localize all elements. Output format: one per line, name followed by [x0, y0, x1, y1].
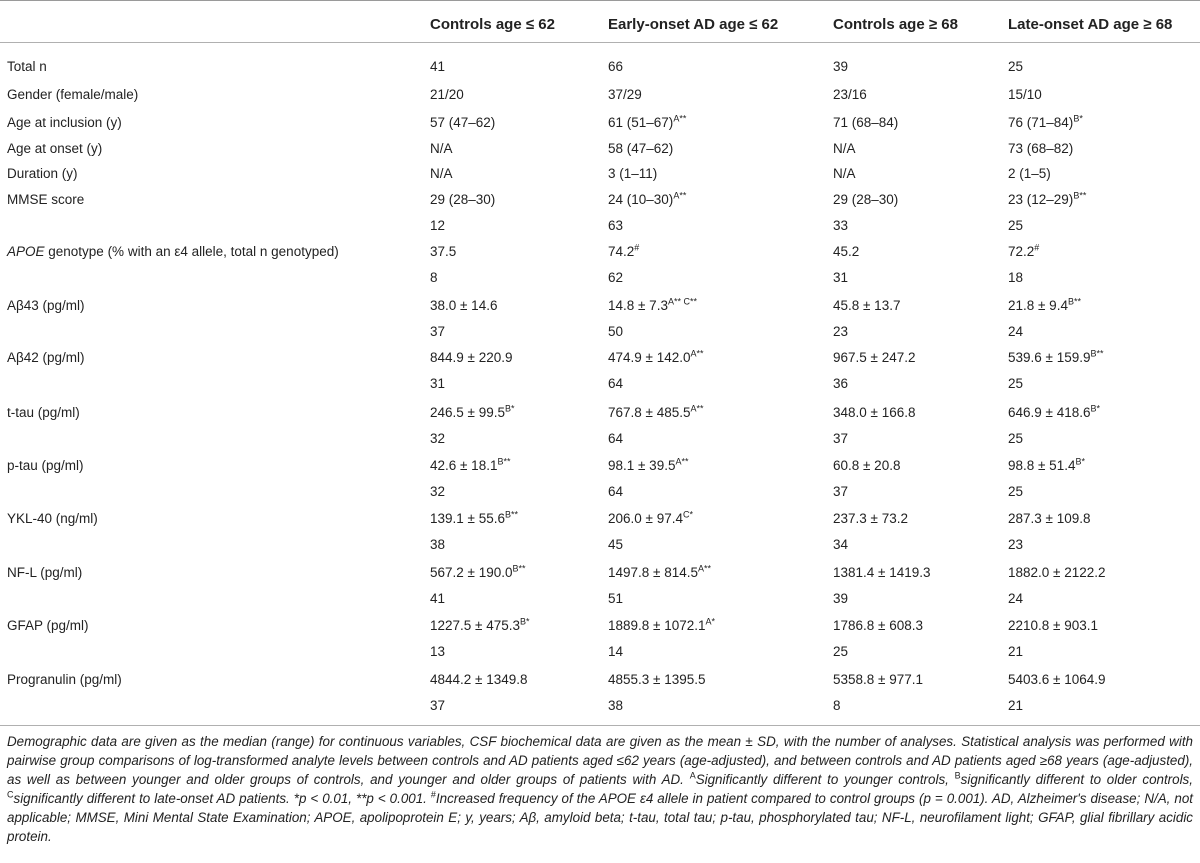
- n-analyses-cell: 23: [833, 324, 849, 339]
- cell-value: 57 (47–62): [430, 115, 496, 130]
- value-cell: [1008, 350, 1104, 366]
- cell-value: 66: [608, 59, 624, 74]
- cell-value: 29 (28–30): [430, 192, 496, 207]
- header-rule: [0, 42, 1200, 43]
- cell-value: 23/16: [833, 87, 867, 102]
- row-label: [7, 244, 339, 260]
- cell-value: 539.6 ± 159.9: [1008, 350, 1091, 365]
- footnote-text-4: significantly different to late-onset AD patients. *p < 0.01, **p < 0.001.: [13, 791, 431, 806]
- value-cell: [430, 565, 526, 581]
- n-analyses-cell: 64: [608, 431, 624, 446]
- value-cell: [430, 59, 445, 75]
- row-label-text: Age at onset (y): [7, 141, 103, 156]
- value-cell: [1008, 244, 1039, 260]
- value-cell: [430, 405, 514, 421]
- n-analyses-cell: 36: [833, 376, 849, 391]
- value-cell: [833, 166, 856, 182]
- n-analyses-cell: 37: [833, 431, 849, 446]
- value-cell: [1008, 565, 1106, 581]
- n-analyses-cell: 50: [608, 324, 624, 339]
- cell-value: 37/29: [608, 87, 642, 102]
- cell-value: 139.1 ± 55.6: [430, 511, 505, 526]
- cell-value: 2 (1–5): [1008, 166, 1051, 181]
- significance-marker: B*: [1073, 113, 1083, 124]
- value-cell: [608, 350, 704, 366]
- significance-marker: A**: [673, 113, 687, 124]
- cell-value: 4844.2 ± 1349.8: [430, 672, 528, 687]
- value-cell: [430, 458, 510, 474]
- n-analyses-cell: 41: [430, 591, 446, 606]
- cell-value: 45.8 ± 13.7: [833, 298, 901, 313]
- n-analyses-cell: 63: [608, 218, 624, 233]
- cell-value: 567.2 ± 190.0: [430, 565, 513, 580]
- n-analyses-cell: 38: [430, 537, 446, 552]
- n-analyses-cell: 37: [833, 484, 849, 499]
- row-label: [7, 115, 122, 131]
- cell-value: 21.8 ± 9.4: [1008, 298, 1068, 313]
- header-late-onset-ad: Late-onset AD age ≥ 68: [1008, 16, 1173, 33]
- value-cell: [608, 672, 706, 688]
- row-label: [7, 565, 82, 581]
- row-label: [7, 298, 85, 314]
- value-cell: [833, 565, 931, 581]
- significance-marker: B**: [1073, 190, 1087, 201]
- n-analyses-cell: 62: [608, 270, 624, 285]
- cell-value: 4855.3 ± 1395.5: [608, 672, 706, 687]
- n-analyses-cell: 25: [1008, 431, 1024, 446]
- significance-marker: A*: [705, 616, 716, 627]
- significance-marker: B**: [1067, 296, 1081, 307]
- value-cell: [430, 141, 453, 157]
- cell-value: 25: [1008, 59, 1024, 74]
- value-cell: [608, 166, 657, 182]
- cell-value: 206.0 ± 97.4: [608, 511, 683, 526]
- cell-value: 37.5: [430, 244, 457, 259]
- value-cell: [430, 511, 518, 527]
- significance-marker: A**: [690, 403, 704, 414]
- significance-marker: A**: [698, 563, 712, 574]
- cell-value: 24 (10–30): [608, 192, 674, 207]
- row-label-text: p-tau (pg/ml): [7, 458, 84, 473]
- row-label-text: Duration (y): [7, 166, 78, 181]
- row-label-text: NF-L (pg/ml): [7, 565, 83, 580]
- cell-value: N/A: [833, 166, 856, 181]
- row-label: [7, 192, 84, 208]
- cell-value: 72.2: [1008, 244, 1035, 259]
- value-cell: [608, 298, 697, 314]
- row-label: [7, 672, 122, 688]
- value-cell: [430, 298, 497, 314]
- n-analyses-cell: 13: [430, 644, 446, 659]
- cell-value: 60.8 ± 20.8: [833, 458, 901, 473]
- cell-value: 41: [430, 59, 446, 74]
- n-analyses-cell: 24: [1008, 324, 1024, 339]
- significance-marker: #: [1034, 242, 1040, 253]
- n-analyses-cell: 25: [1008, 218, 1024, 233]
- value-cell: [608, 192, 686, 208]
- n-analyses-cell: 25: [1008, 484, 1024, 499]
- cell-value: 98.8 ± 51.4: [1008, 458, 1076, 473]
- row-label-text: Gender (female/male): [7, 87, 139, 102]
- significance-marker: #: [634, 242, 640, 253]
- n-analyses-cell: 51: [608, 591, 624, 606]
- value-cell: [833, 115, 898, 131]
- value-cell: [1008, 458, 1085, 474]
- row-label: [7, 458, 84, 474]
- n-analyses-cell: 23: [1008, 537, 1024, 552]
- cell-value: 1227.5 ± 475.3: [430, 618, 520, 633]
- cell-value: 967.5 ± 247.2: [833, 350, 916, 365]
- n-analyses-cell: 14: [608, 644, 624, 659]
- value-cell: [1008, 166, 1051, 182]
- value-cell: [1008, 672, 1106, 688]
- cell-value: 29 (28–30): [833, 192, 899, 207]
- value-cell: [608, 115, 686, 131]
- row-label-text: YKL-40 (ng/ml): [7, 511, 98, 526]
- footnote-sup-c: C: [7, 789, 14, 800]
- value-cell: [1008, 618, 1098, 634]
- footnote-sup-b: B: [954, 770, 961, 781]
- significance-marker: A**: [690, 348, 704, 359]
- value-cell: [833, 87, 867, 103]
- cell-value: N/A: [833, 141, 856, 156]
- n-analyses-cell: 64: [608, 484, 624, 499]
- value-cell: [833, 141, 856, 157]
- cell-value: 474.9 ± 142.0: [608, 350, 691, 365]
- value-cell: [608, 618, 715, 634]
- cell-value: 3 (1–11): [608, 166, 658, 181]
- n-analyses-cell: 8: [430, 270, 438, 285]
- cell-value: 39: [833, 59, 849, 74]
- row-label-text: genotype (% with an ε4 allele, total n genotyped): [44, 244, 339, 259]
- cell-value: 23 (12–29): [1008, 192, 1074, 207]
- top-rule: [0, 0, 1200, 1]
- row-label-text: Progranulin (pg/ml): [7, 672, 122, 687]
- n-analyses-cell: 21: [1008, 644, 1024, 659]
- cell-value: 5403.6 ± 1064.9: [1008, 672, 1106, 687]
- value-cell: [833, 298, 900, 314]
- row-label-text: t-tau (pg/ml): [7, 405, 80, 420]
- significance-marker: C*: [682, 509, 693, 520]
- n-analyses-cell: 24: [1008, 591, 1024, 606]
- cell-value: 2210.8 ± 903.1: [1008, 618, 1098, 633]
- cell-value: 73 (68–82): [1008, 141, 1074, 156]
- significance-marker: B*: [1090, 403, 1100, 414]
- row-label-text: Age at inclusion (y): [7, 115, 122, 130]
- cell-value: 348.0 ± 166.8: [833, 405, 916, 420]
- row-label-text: MMSE score: [7, 192, 85, 207]
- n-analyses-cell: 21: [1008, 698, 1024, 713]
- cell-value: 1786.8 ± 608.3: [833, 618, 923, 633]
- value-cell: [430, 115, 495, 131]
- significance-marker: A**: [673, 190, 687, 201]
- value-cell: [833, 618, 923, 634]
- n-analyses-cell: 34: [833, 537, 849, 552]
- footnote-sup-hash: #: [430, 789, 436, 800]
- value-cell: [1008, 298, 1081, 314]
- value-cell: [1008, 59, 1023, 75]
- row-label: [7, 405, 80, 421]
- cell-value: 844.9 ± 220.9: [430, 350, 513, 365]
- row-label: [7, 350, 85, 366]
- row-label: [7, 59, 47, 75]
- value-cell: [430, 244, 456, 260]
- value-cell: [1008, 87, 1042, 103]
- value-cell: [430, 672, 528, 688]
- n-analyses-cell: 18: [1008, 270, 1024, 285]
- n-analyses-cell: 37: [430, 698, 446, 713]
- n-analyses-cell: 31: [430, 376, 446, 391]
- significance-marker: B**: [1090, 348, 1104, 359]
- row-label: [7, 618, 89, 634]
- cell-value: 287.3 ± 109.8: [1008, 511, 1091, 526]
- cell-value: 767.8 ± 485.5: [608, 405, 691, 420]
- significance-marker: B*: [1075, 456, 1085, 467]
- cell-value: 58 (47–62): [608, 141, 674, 156]
- row-label-text: Aβ43 (pg/ml): [7, 298, 85, 313]
- row-label: [7, 141, 102, 157]
- cell-value: 237.3 ± 73.2: [833, 511, 908, 526]
- value-cell: [430, 350, 512, 366]
- value-cell: [833, 405, 915, 421]
- value-cell: [608, 458, 688, 474]
- n-analyses-cell: 25: [1008, 376, 1024, 391]
- n-analyses-cell: 39: [833, 591, 849, 606]
- value-cell: [608, 565, 711, 581]
- row-label-text: Total n: [7, 59, 47, 74]
- cell-value: 42.6 ± 18.1: [430, 458, 498, 473]
- cell-value: 61 (51–67): [608, 115, 674, 130]
- value-cell: [608, 511, 693, 527]
- cell-value: 1882.0 ± 2122.2: [1008, 565, 1106, 580]
- cell-value: 14.8 ± 7.3: [608, 298, 668, 313]
- value-cell: [833, 59, 848, 75]
- cell-value: 98.1 ± 39.5: [608, 458, 676, 473]
- table-footnote: [7, 732, 1193, 846]
- cell-value: 74.2: [608, 244, 635, 259]
- cell-value: 76 (71–84): [1008, 115, 1074, 130]
- value-cell: [1008, 511, 1090, 527]
- cell-value: 646.9 ± 418.6: [1008, 405, 1091, 420]
- significance-marker: B*: [520, 616, 530, 627]
- cell-value: 21/20: [430, 87, 464, 102]
- n-analyses-cell: 38: [608, 698, 624, 713]
- header-controls-old: Controls age ≥ 68: [833, 16, 958, 33]
- cell-value: 5358.8 ± 977.1: [833, 672, 923, 687]
- value-cell: [833, 350, 915, 366]
- value-cell: [833, 192, 898, 208]
- cell-value: 45.2: [833, 244, 860, 259]
- footnote-sup-a: A: [689, 770, 696, 781]
- cell-value: N/A: [430, 141, 453, 156]
- row-label: [7, 166, 78, 182]
- n-analyses-cell: 45: [608, 537, 624, 552]
- row-label: [7, 87, 138, 103]
- value-cell: [430, 192, 495, 208]
- n-analyses-cell: 64: [608, 376, 624, 391]
- cell-value: 1497.8 ± 814.5: [608, 565, 698, 580]
- significance-marker: A** C**: [667, 296, 697, 307]
- value-cell: [430, 166, 453, 182]
- value-cell: [608, 87, 642, 103]
- significance-marker: B*: [504, 403, 515, 414]
- header-controls-young: Controls age ≤ 62: [430, 16, 555, 33]
- row-label-text: GFAP (pg/ml): [7, 618, 89, 633]
- cell-value: N/A: [430, 166, 453, 181]
- row-label: [7, 511, 98, 527]
- row-label-text: Aβ42 (pg/ml): [7, 350, 85, 365]
- value-cell: [1008, 115, 1083, 131]
- value-cell: [1008, 192, 1086, 208]
- bottom-rule: [0, 725, 1200, 726]
- footnote-text-5: Increased frequency of the APOE ε4 allele in patient compared to control groups (p = 0.001). AD, Alzheimer's disease; N/A, not applicable; MMSE, Mini Mental State Examination; APOE, apolipoprotein E; y, years; Aβ, amyloid beta; t-tau, total tau; p-tau, phosphorylated tau; NF-L, neurofilament light; GFAP, glial fibrillary acidic protein.: [7, 791, 1193, 844]
- footnote-text-1: Demographic data are given as the median (range) for continuous variables, CSF biochemical data are given as the mean ± SD, with the number of analyses. Statistical analysis was performed with pairwise group comparisons of log-transformed analyte levels between controls and AD patients aged ≤62 years (age-adjusted), and between controls and AD patients aged ≥68 years (age-adjusted), as well as between younger and older groups of controls, and younger and older groups of patients with AD.: [7, 734, 1193, 787]
- significance-marker: B**: [504, 509, 518, 520]
- significance-marker: B**: [512, 563, 526, 574]
- cell-value: 246.5 ± 99.5: [430, 405, 505, 420]
- value-cell: [608, 59, 623, 75]
- significance-marker: A**: [675, 456, 689, 467]
- cell-value: 1381.4 ± 1419.3: [833, 565, 931, 580]
- cell-value: 15/10: [1008, 87, 1042, 102]
- footnote-text-3: significantly different to older controls,: [960, 772, 1193, 787]
- value-cell: [430, 618, 530, 634]
- value-cell: [833, 458, 900, 474]
- value-cell: [833, 511, 908, 527]
- value-cell: [608, 244, 639, 260]
- value-cell: [608, 141, 673, 157]
- n-analyses-cell: 37: [430, 324, 446, 339]
- value-cell: [1008, 141, 1073, 157]
- cell-value: 71 (68–84): [833, 115, 899, 130]
- cell-value: 38.0 ± 14.6: [430, 298, 498, 313]
- value-cell: [608, 405, 704, 421]
- n-analyses-cell: 32: [430, 431, 446, 446]
- n-analyses-cell: 31: [833, 270, 849, 285]
- n-analyses-cell: 33: [833, 218, 849, 233]
- cell-value: 1889.8 ± 1072.1: [608, 618, 706, 633]
- n-analyses-cell: 8: [833, 698, 841, 713]
- footnote-text-2: Significantly different to younger controls,: [695, 772, 955, 787]
- row-label-italic: APOE: [7, 244, 45, 259]
- value-cell: [833, 672, 923, 688]
- header-early-onset-ad: Early-onset AD age ≤ 62: [608, 16, 779, 33]
- value-cell: [833, 244, 859, 260]
- value-cell: [430, 87, 464, 103]
- n-analyses-cell: 25: [833, 644, 849, 659]
- significance-marker: B**: [497, 456, 511, 467]
- value-cell: [1008, 405, 1100, 421]
- n-analyses-cell: 32: [430, 484, 446, 499]
- n-analyses-cell: 12: [430, 218, 446, 233]
